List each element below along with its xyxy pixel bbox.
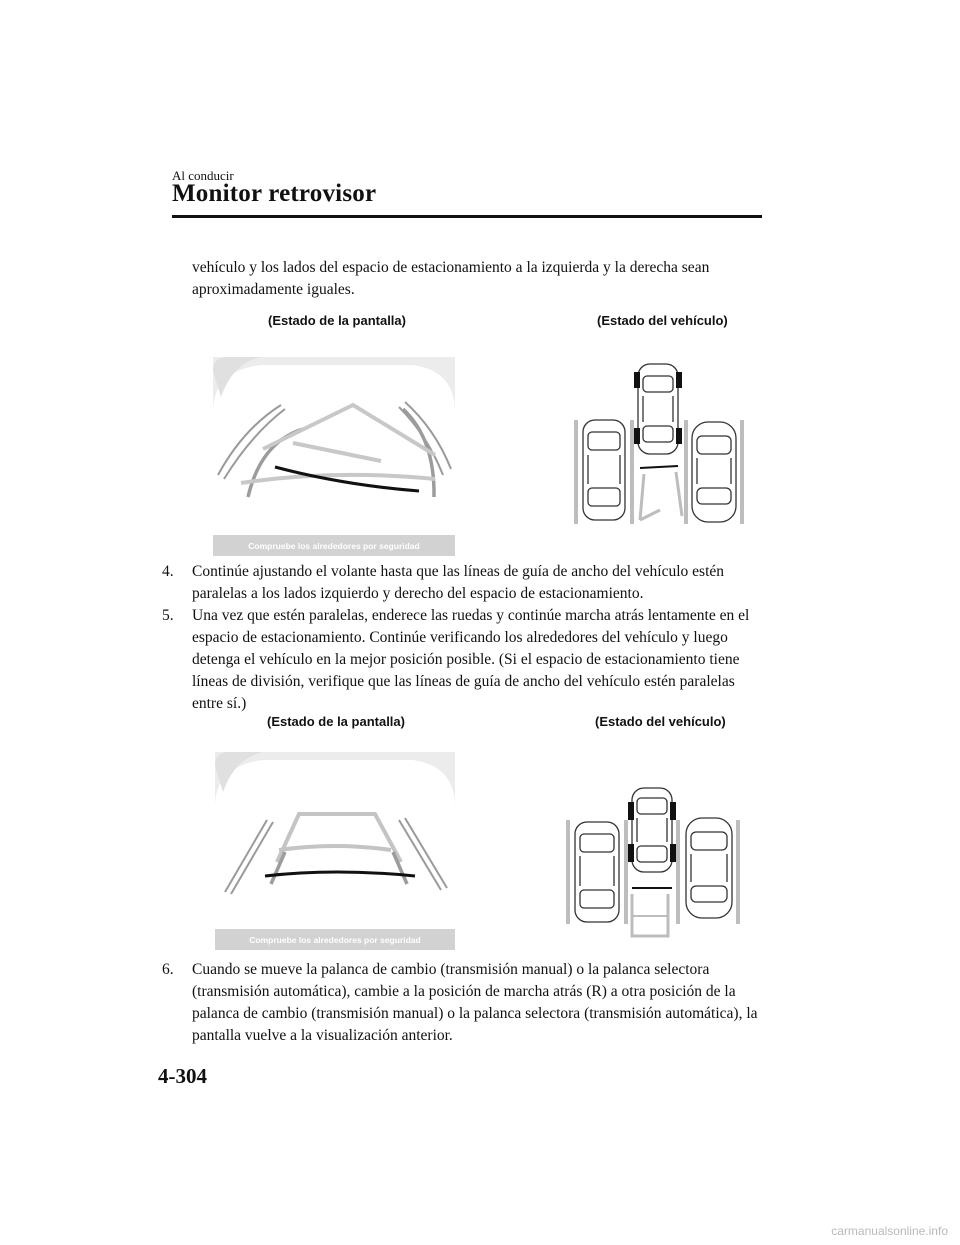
figure2-screen-caption: (Estado de la pantalla) <box>267 714 405 729</box>
figure2-monitor-screen <box>215 752 455 950</box>
step-number: 4. <box>162 563 174 580</box>
step-text: Cuando se mueve la palanca de cambio (transmisión manual) o la palanca selectora (transmisión automática), cambie a la posición de marcha atrás (R) a otra posición de la palanca de cambio (transmisión manual) o la palanca selectora (transmisión automática), la pantalla vuelve a la visualización anterior. <box>192 961 758 1044</box>
step-text: Una vez que estén paralelas, enderece las ruedas y continúe marcha atrás lentamente en el espacio de estacionamiento. Continúe verificando los alrededores del vehículo y luego detenga el vehículo en la mejor posición posible. (Si el espacio de estacionamiento tiene líneas de división, verifique que las líneas de guía de ancho del vehículo estén paralelas entre sí.) <box>192 607 750 712</box>
page-title: Monitor retrovisor <box>172 180 377 207</box>
steps-list-a <box>162 561 762 715</box>
figure2-vehicle-caption: (Estado del vehículo) <box>595 714 726 729</box>
figure1-screen-warning: Compruebe los alrededores por seguridad <box>248 541 420 551</box>
list-item <box>162 605 762 715</box>
figure1-monitor-screen <box>213 357 455 556</box>
section-label: Al conducir <box>172 168 234 183</box>
list-item <box>162 959 762 1047</box>
figure1-vehicle-caption: (Estado del vehículo) <box>597 313 728 328</box>
title-divider <box>172 215 762 218</box>
step-text: Continúe ajustando el volante hasta que las líneas de guía de ancho del vehículo estén paralelas a los lados izquierdo y derecho del espacio de estacionamiento. <box>192 563 725 602</box>
step-number: 6. <box>162 961 174 978</box>
figure2-screen-warning: Compruebe los alrededores por seguridad <box>249 935 421 945</box>
figure2-vehicle-diagram <box>562 776 752 938</box>
figure1-vehicle-diagram <box>570 360 755 528</box>
page-number: 4-304 <box>158 1064 207 1088</box>
list-item <box>162 561 762 605</box>
site-watermark: carmanualsonline.info <box>831 1224 948 1238</box>
figure1-screen-caption: (Estado de la pantalla) <box>268 313 406 328</box>
intro-paragraph: vehículo y los lados del espacio de estacionamiento a la izquierda y la derecha sean aproximadamente iguales. <box>192 259 710 298</box>
steps-list-b <box>162 959 762 1047</box>
step-number: 5. <box>162 607 174 624</box>
